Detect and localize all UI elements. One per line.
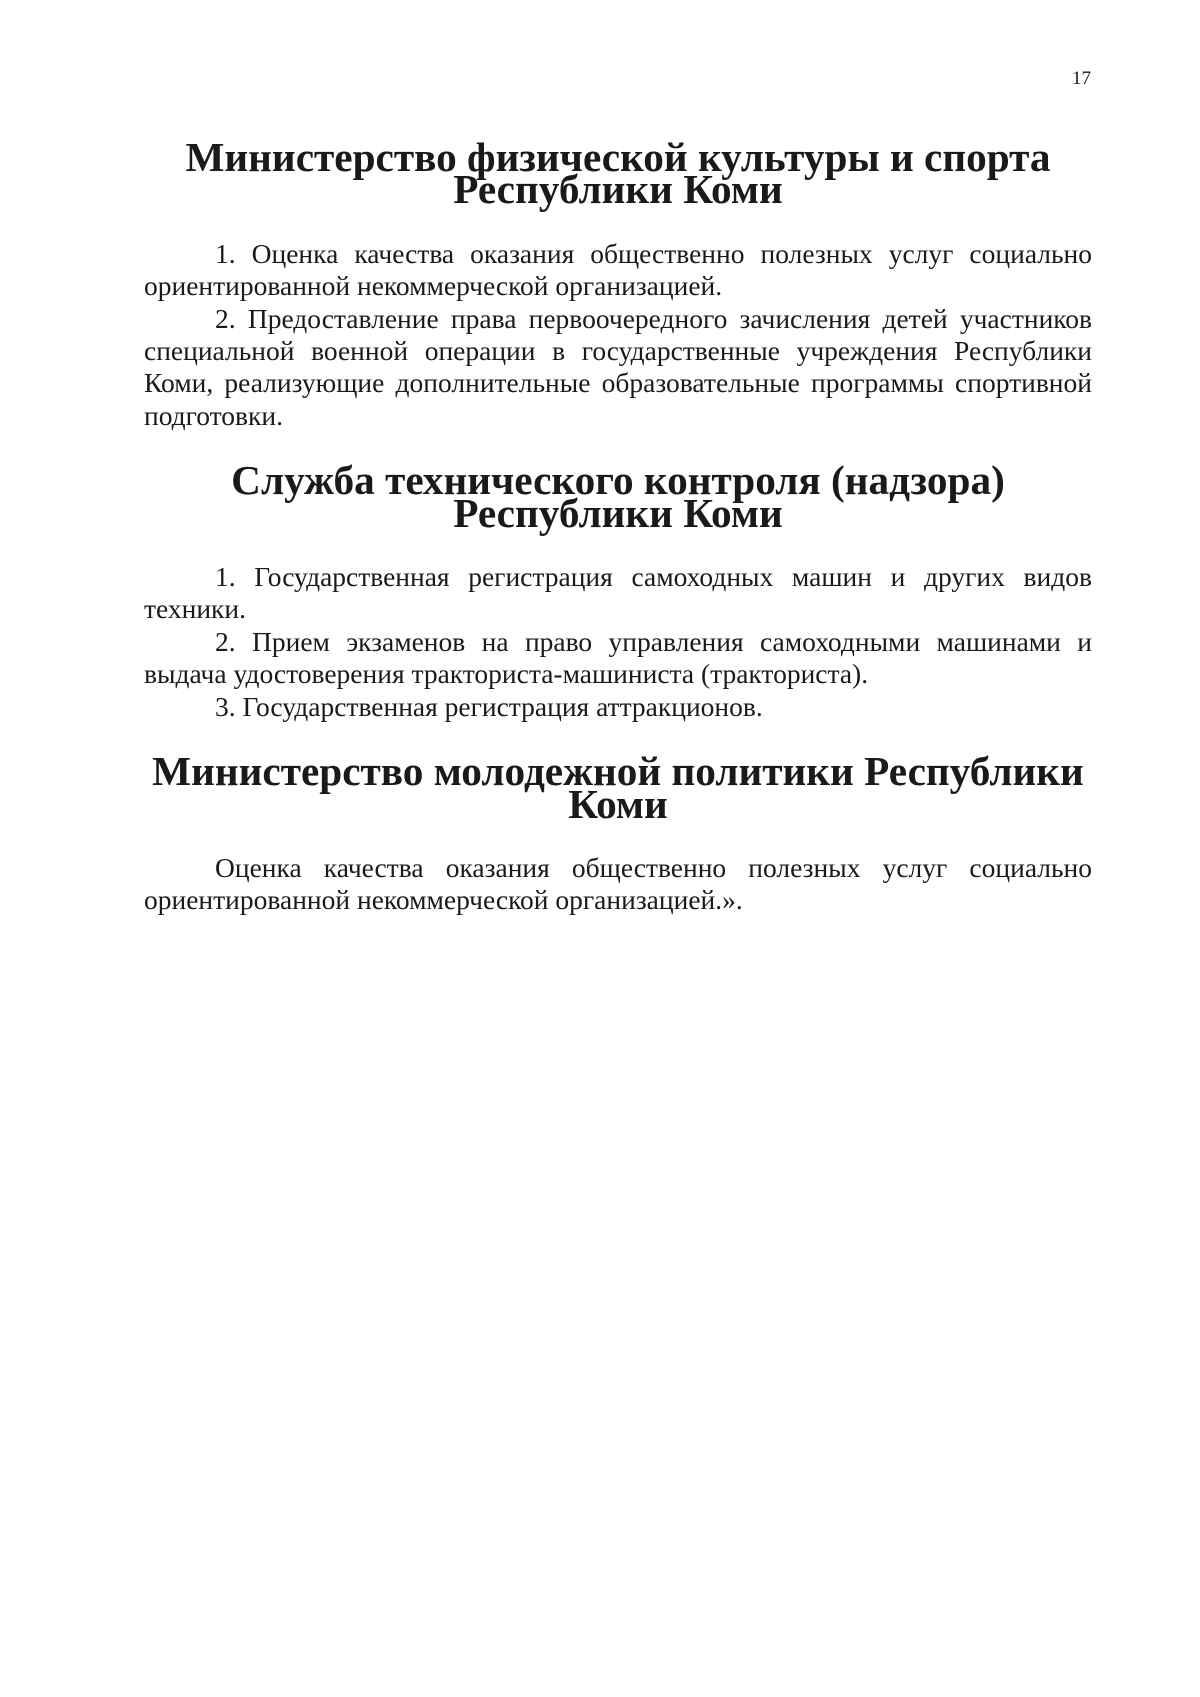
section-heading-line: Министерство молодежной политики Республики Коми [152,748,1084,827]
section-heading [144,134,1092,213]
list-item: 1. Государственная регистрация самоходных машин и других видов техники. [144,561,1092,625]
list-item: 2. Предоставление права первоочередного зачисления детей участников специальной военной операции в государственные учреждения Республики Коми, реализующие дополнительные образовательные программы спортивной подготовки. [144,302,1092,431]
section-heading-line: Министерство физической культуры и спорта [185,134,1051,180]
section-youth-policy [144,748,1092,917]
section-technical-control [144,457,1092,723]
list-item: 2. Прием экзаменов на право управления самоходными машинами и выдача удостоверения тракториста-машиниста (тракториста). [144,625,1092,690]
document-body [144,134,1092,917]
list-item: 1. Оценка качества оказания общественно полезных услуг социально ориентированной некоммерческой организацией. [144,237,1092,302]
page-number: 17 [1072,68,1091,89]
list-item: Оценка качества оказания общественно полезных услуг социально ориентированной некоммерческой организацией.». [144,851,1092,916]
section-ministry-sport [144,134,1092,432]
section-heading [144,457,1092,536]
list-item: 3. Государственная регистрация аттракционов. [215,690,763,722]
section-heading-line: Республики Коми [453,166,783,213]
section-heading [144,748,1092,827]
section-heading-line: Республики Коми [453,489,783,536]
section-heading-line: Служба технического контроля (надзора) [231,457,1005,504]
